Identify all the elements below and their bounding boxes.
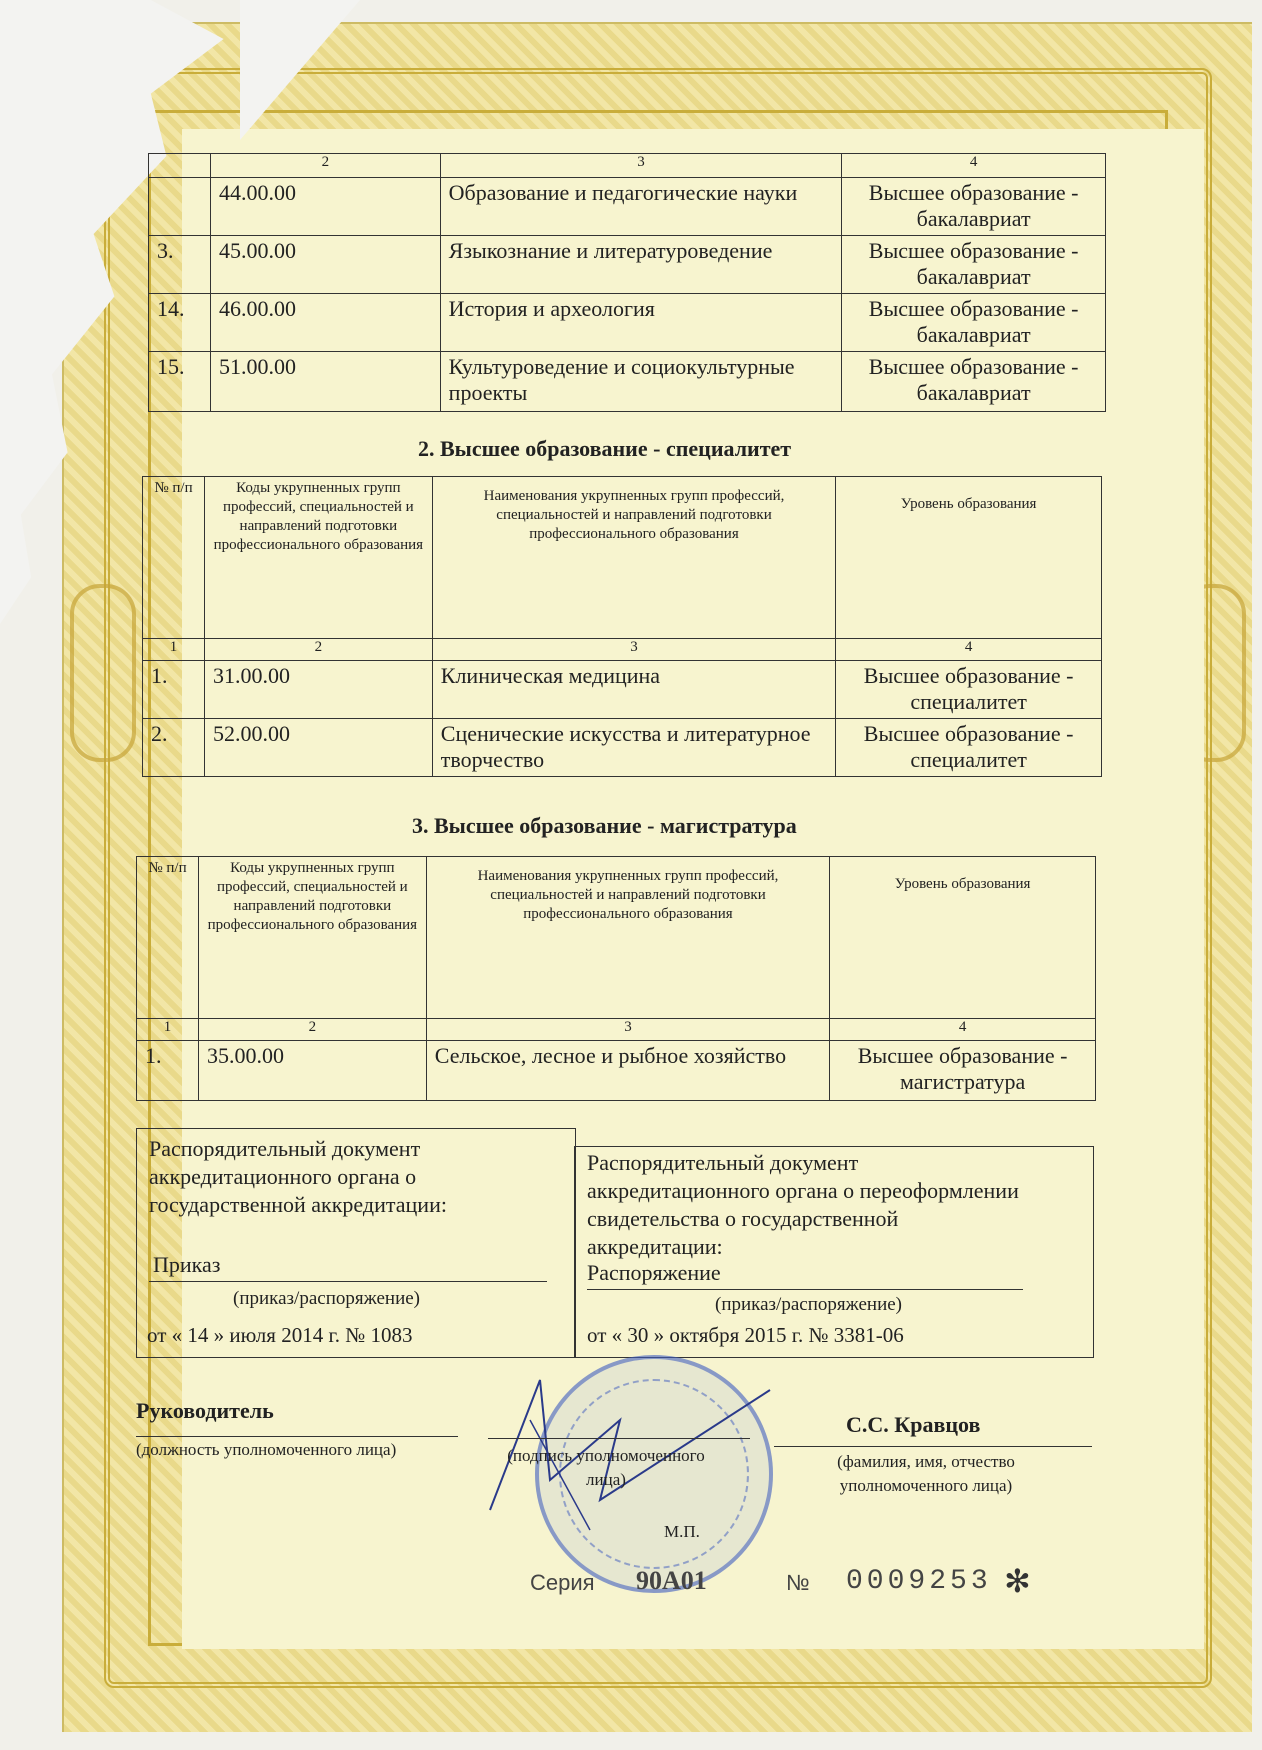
series-label: Серия	[530, 1570, 595, 1595]
position-line	[136, 1436, 458, 1437]
table-master: № п/п Коды укрупненных групп профессий, специальностей и направлений подготовки профессионального образования Наименования укрупненных групп профессий, специальностей и направлений подготовки профессионального образования Уровень образования 1 2 3 4 1. 35.00.00 Сельское, лесное и рыбное хозяйство Высшее образование - магистратура	[136, 856, 1096, 1101]
name-line	[774, 1446, 1092, 1447]
doc-type: Приказ	[153, 1252, 221, 1277]
doc-box-accreditation	[136, 1128, 576, 1358]
doc-type-caption: (приказ/распоряжение)	[233, 1288, 421, 1309]
asterisk-mark: ✻	[1004, 1563, 1031, 1599]
colnum: 4	[842, 154, 1106, 178]
table-header-row: № п/п Коды укрупненных групп профессий, специальностей и направлений подготовки профессионального образования Наименования укрупненных групп профессий, специальностей и направлений подготовки профессионального образования Уровень образования	[137, 857, 1096, 1019]
signer-name: С.С. Кравцов	[846, 1412, 981, 1437]
table-row: 1. 35.00.00 Сельское, лесное и рыбное хозяйство Высшее образование - магистратура	[137, 1041, 1096, 1101]
number-label: №	[786, 1570, 810, 1595]
doc-type-line	[587, 1289, 1023, 1290]
series-value: 90А01	[636, 1566, 707, 1595]
colnum: 2	[210, 154, 440, 178]
doc-title: Распорядительный документ аккредитационного органа о государственной аккредитации:	[149, 1136, 447, 1217]
stamp-place: М.П.	[664, 1522, 700, 1541]
table-header-row: № п/п Коды укрупненных групп профессий, специальностей и направлений подготовки профессионального образования Наименования укрупненных групп профессий, специальностей и направлений подготовки профессионального образования Уровень образования	[143, 477, 1102, 639]
table-row: 3. 45.00.00 Языкознание и литературоведение Высшее образование - бакалавриат	[149, 236, 1106, 294]
table-row: 2. 52.00.00 Сценические искусства и литературное творчество Высшее образование - специалитет	[143, 719, 1102, 777]
doc-date: от « 30 » октября 2015 г. № 3381-06	[587, 1323, 904, 1347]
colnum: 3	[440, 154, 842, 178]
doc-box-reissue	[574, 1146, 1094, 1358]
doc-type-caption: (приказ/распоряжение)	[715, 1294, 903, 1315]
doc-type: Распоряжение	[587, 1260, 721, 1285]
doc-date: от « 14 » июля 2014 г. № 1083	[147, 1323, 413, 1347]
certificate-number: 0009253	[846, 1566, 992, 1597]
position-caption: (должность уполномоченного лица)	[136, 1440, 397, 1459]
table-row: 15. 51.00.00 Культуроведение и социокультурные проекты Высшее образование - бакалавриат	[149, 352, 1106, 412]
table-bachelor-continued	[148, 153, 1106, 412]
signer-position: Руководитель	[136, 1398, 274, 1423]
signature-caption: (подпись уполномоченного лица)	[507, 1446, 705, 1489]
signature-line	[488, 1438, 750, 1439]
doc-type-line	[149, 1281, 547, 1282]
table-specialist: № п/п Коды укрупненных групп профессий, специальностей и направлений подготовки профессионального образования Наименования укрупненных групп профессий, специальностей и направлений подготовки профессионального образования Уровень образования 1 2 3 4 1. 31.00.00 Клиническая медицина Высшее образование - специалитет 2. 52.00.00 Сценические искусства и литературное творчество Высшее образование - специалитет	[142, 476, 1102, 777]
table-row: 14. 46.00.00 История и археология Высшее образование - бакалавриат	[149, 294, 1106, 352]
section-title-master: 3. Высшее образование - магистратура	[412, 813, 797, 838]
section-title-specialist: 2. Высшее образование - специалитет	[418, 436, 792, 461]
table-row: 1. 31.00.00 Клиническая медицина Высшее образование - специалитет	[143, 661, 1102, 719]
table-row: 44.00.00 Образование и педагогические науки Высшее образование - бакалавриат	[149, 178, 1106, 236]
name-caption: (фамилия, имя, отчество уполномоченного лица)	[837, 1452, 1015, 1495]
doc-title: Распорядительный документ аккредитационного органа о переоформлении свидетельства о государственной аккредитации:	[587, 1150, 1019, 1259]
ornament-left	[70, 584, 136, 762]
